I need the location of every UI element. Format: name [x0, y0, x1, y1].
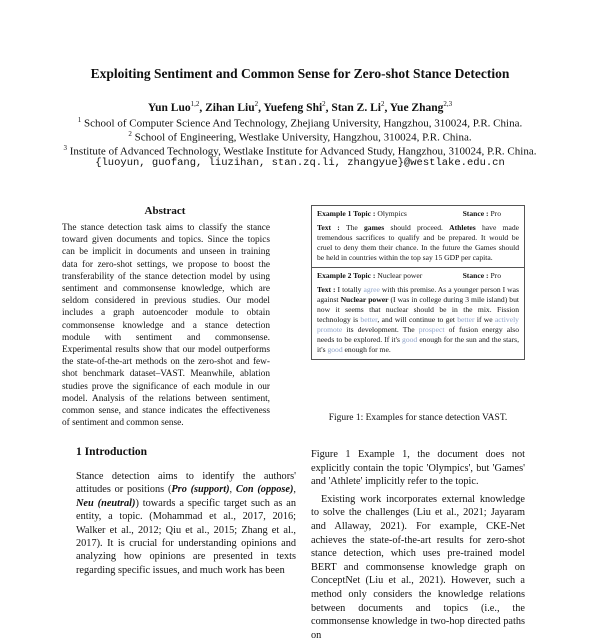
affiliation: $^1$ School of Computer Science And Technology, Zhejiang University, Hangzhou, 310024, P.R. China.: [77, 116, 523, 130]
affiliation: $^2$ School of Engineering, Westlake University, Hangzhou, 310024, P.R. China.: [128, 130, 472, 144]
author: Yuefeng Shi$^2$,: [263, 100, 332, 114]
figure-caption: Figure 1: Examples for stance detection VAST.: [328, 413, 508, 423]
example-2-box: [312, 267, 524, 359]
paragraph: Existing work incorporates external knowledge to solve the challenges (Liu et al., 2021; Jayaram and Allaway, 2021). For example, CKE-Net achieves the state-of-the-art results for zero-shot stance detection, which uses pre-trained model BERT and commonsense knowledge graph on ConceptNet (Liu et al., 2021). However, such a method only considers the knowledge relations between documents and topics (i.e., the commonsense knowledge in two-hop directed paths on: [311, 493, 525, 641]
section-heading: 1 Introduction: [76, 446, 148, 458]
author: Zihan Liu$^2$,: [205, 100, 264, 114]
author: Yun Luo$^{1,2}$,: [147, 100, 206, 114]
paper-title: Exploiting Sentiment and Common Sense for Zero-shot Stance Detection: [90, 66, 510, 81]
author-email: {luoyun, guofang, liuzihan, stan.zq.li, zhangyue}@westlake.edu.cn: [95, 157, 505, 169]
right-column-text: [311, 448, 525, 641]
figure-1: [311, 205, 525, 360]
author: Yue Zhang$^{2,3}$: [389, 100, 453, 114]
author-list: [0, 100, 600, 114]
abstract-text: The stance detection task aims to classify the stance toward given documents and topics. Since the topics can be implicit in documents and unseen in training data for zero-shot settings, we propose to boost the transferability of the stance detection model by using sentiment and commonsense knowledge, which are seldom considered in previous studies. Our model includes a graph autoencoder module to obtain commonsense knowledge and a stance detection module with sentiment and commonsense. Experimental results show that our model outperforms the state-of-the-art methods on the zero-shot and few-shot benchmark dataset–VAST. Meanwhile, ablation studies prove the significance of each module in our model. Analysis of the relations between sentiment, common sense, and stance indicates the effectiveness of sentiment and common sense.: [62, 223, 270, 429]
example-header: Example 1 Topic : Olympics Stance : Pro: [317, 209, 501, 218]
paragraph: Figure 1 Example 1, the document does not explicitly contain the topic 'Olympics', but 'Games' and 'Athlete' implicitly refer to the topic.: [311, 449, 525, 488]
abstract-heading: Abstract: [144, 205, 186, 217]
author: Stan Z. Li$^2$,: [331, 100, 390, 114]
example-header: Example 2 Topic : Nuclear power Stance : Pro: [317, 271, 501, 280]
example-text: Text : The games should proceed. Athletes have made tremendous sacrifices to qualify and be prepared. It would be cruel to deny them their chance. In the future the Games should be held in countries within the top say 15 GDP per capita.: [317, 223, 519, 262]
introduction-paragraph: Stance detection aims to identify the authors' attitudes or positions (Pro (support), Con (oppose), Neu (neutral)) towards a specific target such as an entity, a topic. (Mohammad et al., 2017, 2016; Walker et al., 2012; Qiu et al., 2015; Zhang et al., 2017). It is crucial for understanding opinions and analyzing how opinions are presented in texts regarding specific issues, and much work has been: [76, 471, 296, 576]
example-1-box: [312, 206, 524, 267]
affiliation: $^3$ Institute of Advanced Technology, Westlake Institute for Advanced Study, Hangzhou, 310024, P.R. China.: [63, 144, 537, 158]
example-text: Text : I totally agree with this premise. As a younger person I was against Nuclear power (I was in college during 3 mile island) but now it seems that nuclear should be in the mix. Fission technology is better, and will continue to get better if we actively promote its development. The prospect of fusion energy also needs to be explored. If it's good enough for the sun and the stars, it's good enough for me.: [317, 285, 519, 354]
